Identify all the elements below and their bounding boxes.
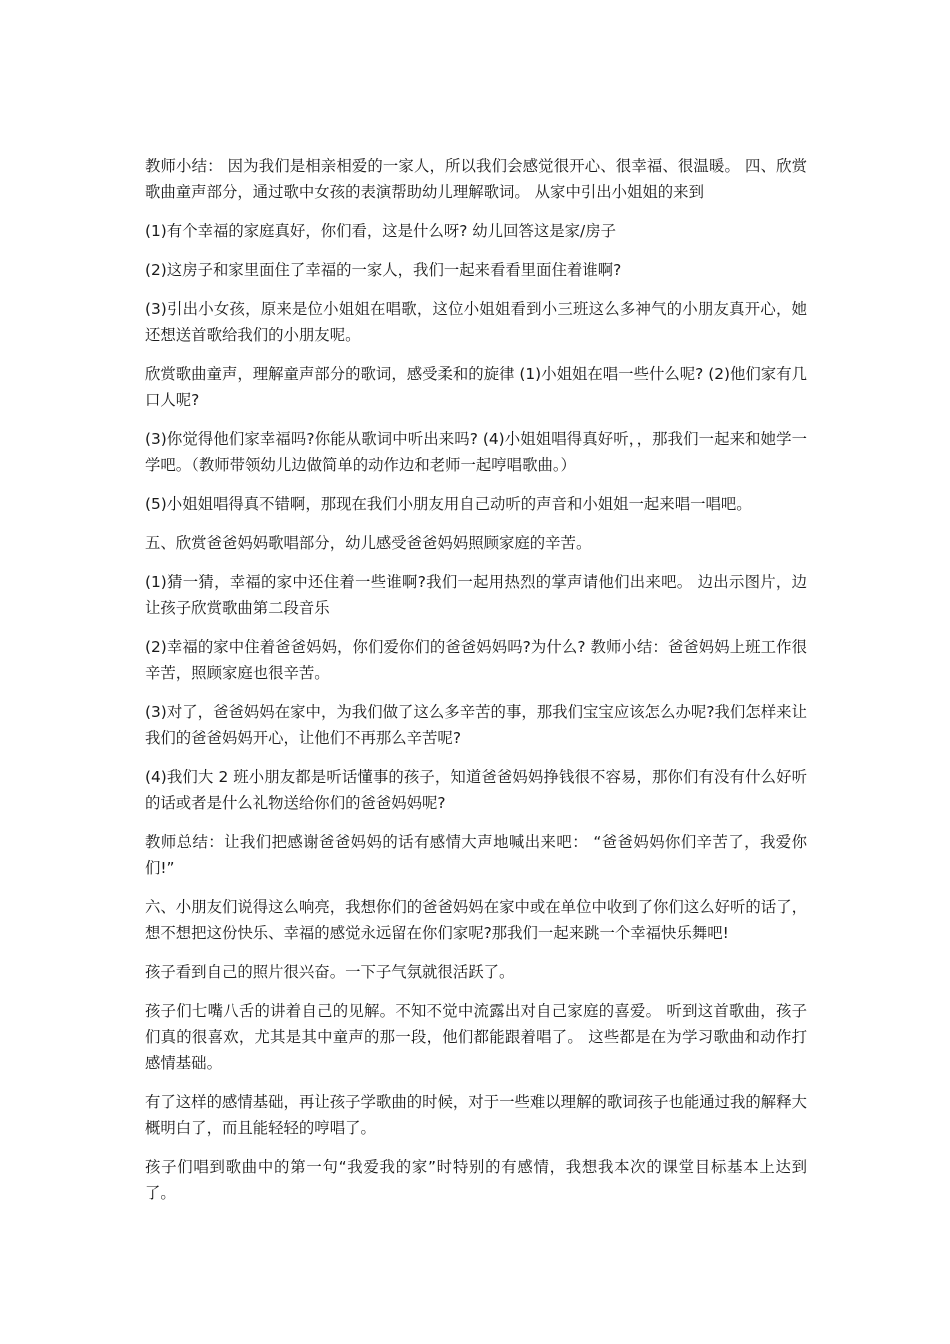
paragraph-2: (1)有个幸福的家庭真好，你们看，这是什么呀? 幼儿回答这是家/房子 (145, 222, 616, 240)
paragraph-12: (4)我们大 2 班小朋友都是听话懂事的孩子，知道爸爸妈妈挣钱很不容易，那你们有没有什么好听的话或者是什么礼物送给你们的爸爸妈妈呢? (145, 768, 807, 812)
paragraph-13: 教师总结：让我们把感谢爸爸妈妈的话有感情大声地喊出来吧： “爸爸妈妈你们辛苦了，我爱你们!” (145, 833, 807, 877)
document-body (145, 153, 807, 1219)
paragraph-4: (3)引出小女孩，原来是位小姐姐在唱歌，这位小姐姐看到小三班这么多神气的小朋友真开心，她还想送首歌给我们的小朋友呢。 (145, 300, 807, 344)
paragraph-3: (2)这房子和家里面住了幸福的一家人，我们一起来看看里面住着谁啊? (145, 261, 622, 279)
paragraph-8: 五、欣赏爸爸妈妈歌唱部分，幼儿感受爸爸妈妈照顾家庭的辛苦。 (145, 534, 592, 552)
paragraph-15: 孩子看到自己的照片很兴奋。一下子气氛就很活跃了。 (145, 963, 515, 981)
paragraph-7: (5)小姐姐唱得真不错啊，那现在我们小朋友用自己动听的声音和小姐姐一起来唱一唱吧。 (145, 495, 752, 513)
paragraph-11: (3)对了，爸爸妈妈在家中，为我们做了这么多辛苦的事，那我们宝宝应该怎么办呢?我们怎样来让我们的爸爸妈妈开心，让他们不再那么辛苦呢? (145, 703, 807, 747)
paragraph-6: (3)你觉得他们家幸福吗?你能从歌词中听出来吗? (4)小姐姐唱得真好听，，那我们一起来和她学一学吧。（教师带领幼儿边做简单的动作边和老师一起哼唱歌曲。） (145, 430, 807, 474)
paragraph-14: 六、小朋友们说得这么响亮，我想你们的爸爸妈妈在家中或在单位中收到了你们这么好听的话了，想不想把这份快乐、幸福的感觉永远留在你们家呢?那我们一起来跳一个幸福快乐舞吧! (145, 898, 807, 942)
paragraph-18: 孩子们唱到歌曲中的第一句“我爱我的家”时特别的有感情，我想我本次的课堂目标基本上达到了。 (145, 1158, 807, 1202)
paragraph-10: (2)幸福的家中住着爸爸妈妈，你们爱你们的爸爸妈妈吗?为什么? 教师小结：爸爸妈妈上班工作很辛苦，照顾家庭也很辛苦。 (145, 638, 807, 682)
paragraph-16: 孩子们七嘴八舌的讲着自己的见解。不知不觉中流露出对自己家庭的喜爱。 听到这首歌曲，孩子们真的很喜欢，尤其是其中童声的那一段，他们都能跟着唱了。 这些都是在为学习歌曲和动作打感情基础。 (145, 1002, 807, 1072)
paragraph-1: 教师小结： 因为我们是相亲相爱的一家人，所以我们会感觉很开心、很幸福、很温暖。 四、欣赏歌曲童声部分，通过歌中女孩的表演帮助幼儿理解歌词。 从家中引出小姐姐的来到 (145, 157, 807, 201)
paragraph-5: 欣赏歌曲童声，理解童声部分的歌词，感受柔和的旋律 (1)小姐姐在唱一些什么呢? (2)他们家有几口人呢? (145, 365, 807, 409)
paragraph-17: 有了这样的感情基础，再让孩子学歌曲的时候，对于一些难以理解的歌词孩子也能通过我的解释大概明白了，而且能轻轻的哼唱了。 (145, 1093, 807, 1137)
paragraph-9: (1)猜一猜，幸福的家中还住着一些谁啊?我们一起用热烈的掌声请他们出来吧。 边出示图片，边让孩子欣赏歌曲第二段音乐 (145, 573, 807, 617)
